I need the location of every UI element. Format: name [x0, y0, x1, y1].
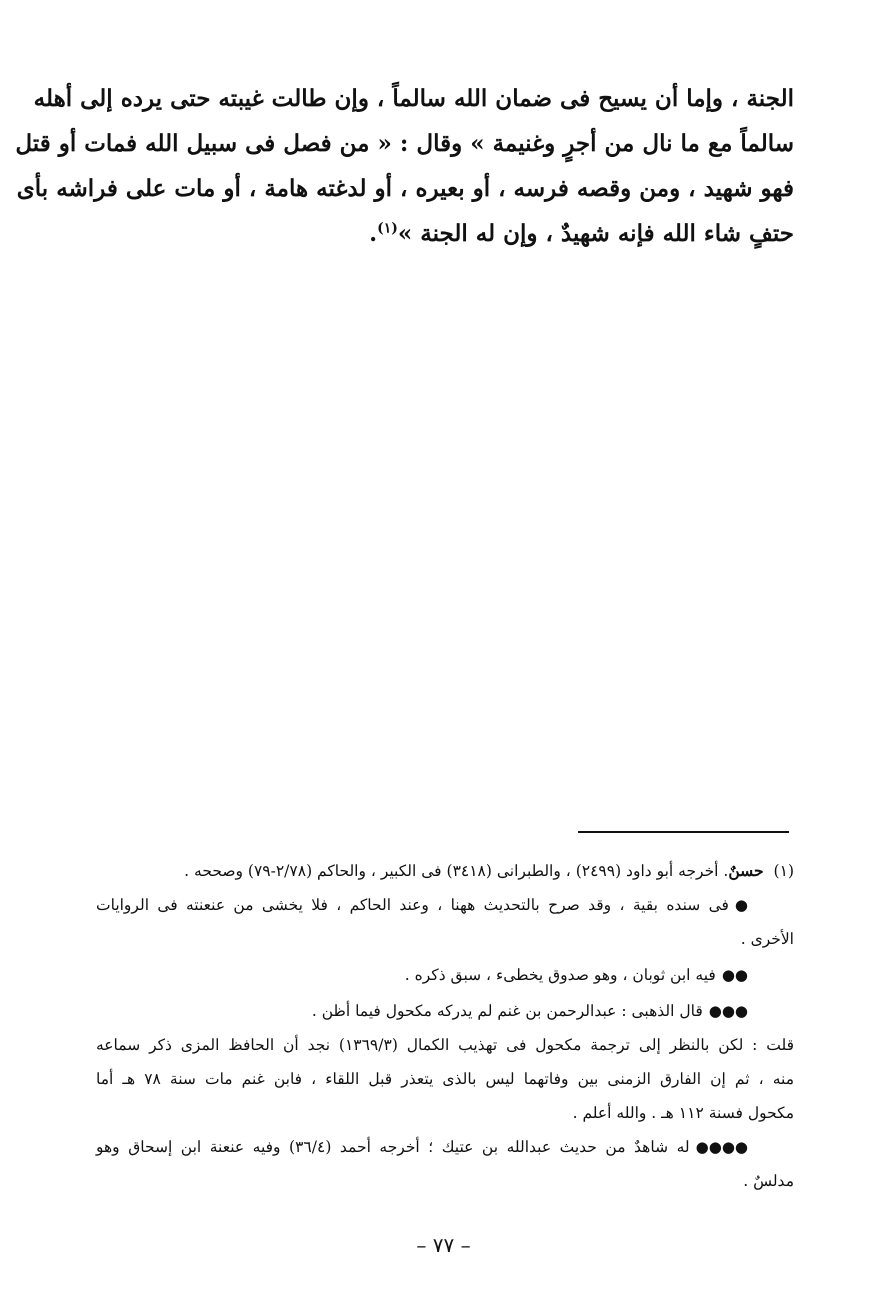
- note-4-bullet-icon: ●●●●: [695, 1138, 748, 1156]
- footnotes-block: [96, 854, 794, 1198]
- footnote-1-text: . أخرجه أبو داود (٢٤٩٩) ، والطبرانى (٣٤١٨) فى الكبير ، والحاكم (٢/٧٨-٧٩) وصححه .: [184, 862, 729, 880]
- note-3-line-1: [96, 994, 794, 1028]
- main-text-line-4-text: حتفٍ شاء الله فإنه شهيدٌ ، وإن له الجنة »: [397, 220, 794, 247]
- note-1-bullet-icon: ●: [734, 896, 748, 914]
- note-3-line-2: قلت : لكن بالنظر إلى ترجمة مكحول فى تهذيب الكمال (١٣٦٩/٣) نجد أن الحافظ المزى ذكر سماعه: [96, 1036, 794, 1054]
- note-1-line-1: [96, 888, 794, 922]
- note-1-line-2: الأخرى .: [740, 930, 794, 948]
- main-text-end-punct: .: [369, 220, 378, 247]
- note-3-bullet-icon: ●●●: [708, 1002, 748, 1020]
- main-text-block: [15, 76, 794, 256]
- note-4-line-2: مدلسٌ .: [743, 1172, 794, 1190]
- note-2-text-1: فيه ابن ثوبان ، وهو صدوق يخطىء ، سبق ذكره .: [404, 966, 716, 984]
- footnote-separator: [578, 831, 789, 833]
- main-text-line-2: سالماً مع ما نال من أجرٍ وغنيمة » وقال : « من فصل فى سبيل الله فمات أو قتل: [15, 130, 794, 157]
- page-number: – ٧٧ –: [416, 1233, 471, 1257]
- footnote-reference-1[interactable]: (١): [377, 220, 398, 237]
- note-3-line-3: منه ، ثم إن الفارق الزمنى بين وفاتهما ليس بالذى يتعذر قبل اللقاء ، فابن غنم مات سنة ٧٨ هـ أما: [96, 1070, 795, 1088]
- note-1-text-1: فى سنده بقية ، وقد صرح بالتحديث ههنا ، وعند الحاكم ، فلا يخشى من عنعنته فى الروايات: [96, 896, 729, 914]
- note-4-line-1: [96, 1130, 794, 1164]
- footnote-number: (١): [773, 862, 794, 880]
- main-text-line-4: [98, 211, 794, 256]
- note-2-bullet-icon: ●●: [721, 966, 748, 984]
- note-4-text-1: له شاهدٌ من حديث عبدالله بن عتيك ؛ أخرجه أحمد (٣٦/٤) وفيه عنعنة ابن إسحاق وهو: [96, 1138, 690, 1156]
- main-text-line-3: فهو شهيد ، ومن وقصه فرسه ، أو بعيره ، أو لدغته هامة ، أو مات على فراشه بأى: [16, 175, 794, 202]
- note-3-line-4: مكحول فسنة ١١٢ هـ . والله أعلم .: [572, 1104, 794, 1122]
- footnote-1-line-1: [96, 854, 794, 888]
- note-3-text-1: قال الذهبى : عبدالرحمن بن غنم لم يدركه مكحول فيما أظن .: [311, 1002, 703, 1020]
- hadith-grade: حسنٌ: [728, 861, 764, 880]
- note-2-line-1: [96, 958, 794, 992]
- main-text-line-1: الجنة ، وإما أن يسيح فى ضمان الله سالماً ، وإن طالت غيبته حتى يرده إلى أهله: [33, 85, 794, 112]
